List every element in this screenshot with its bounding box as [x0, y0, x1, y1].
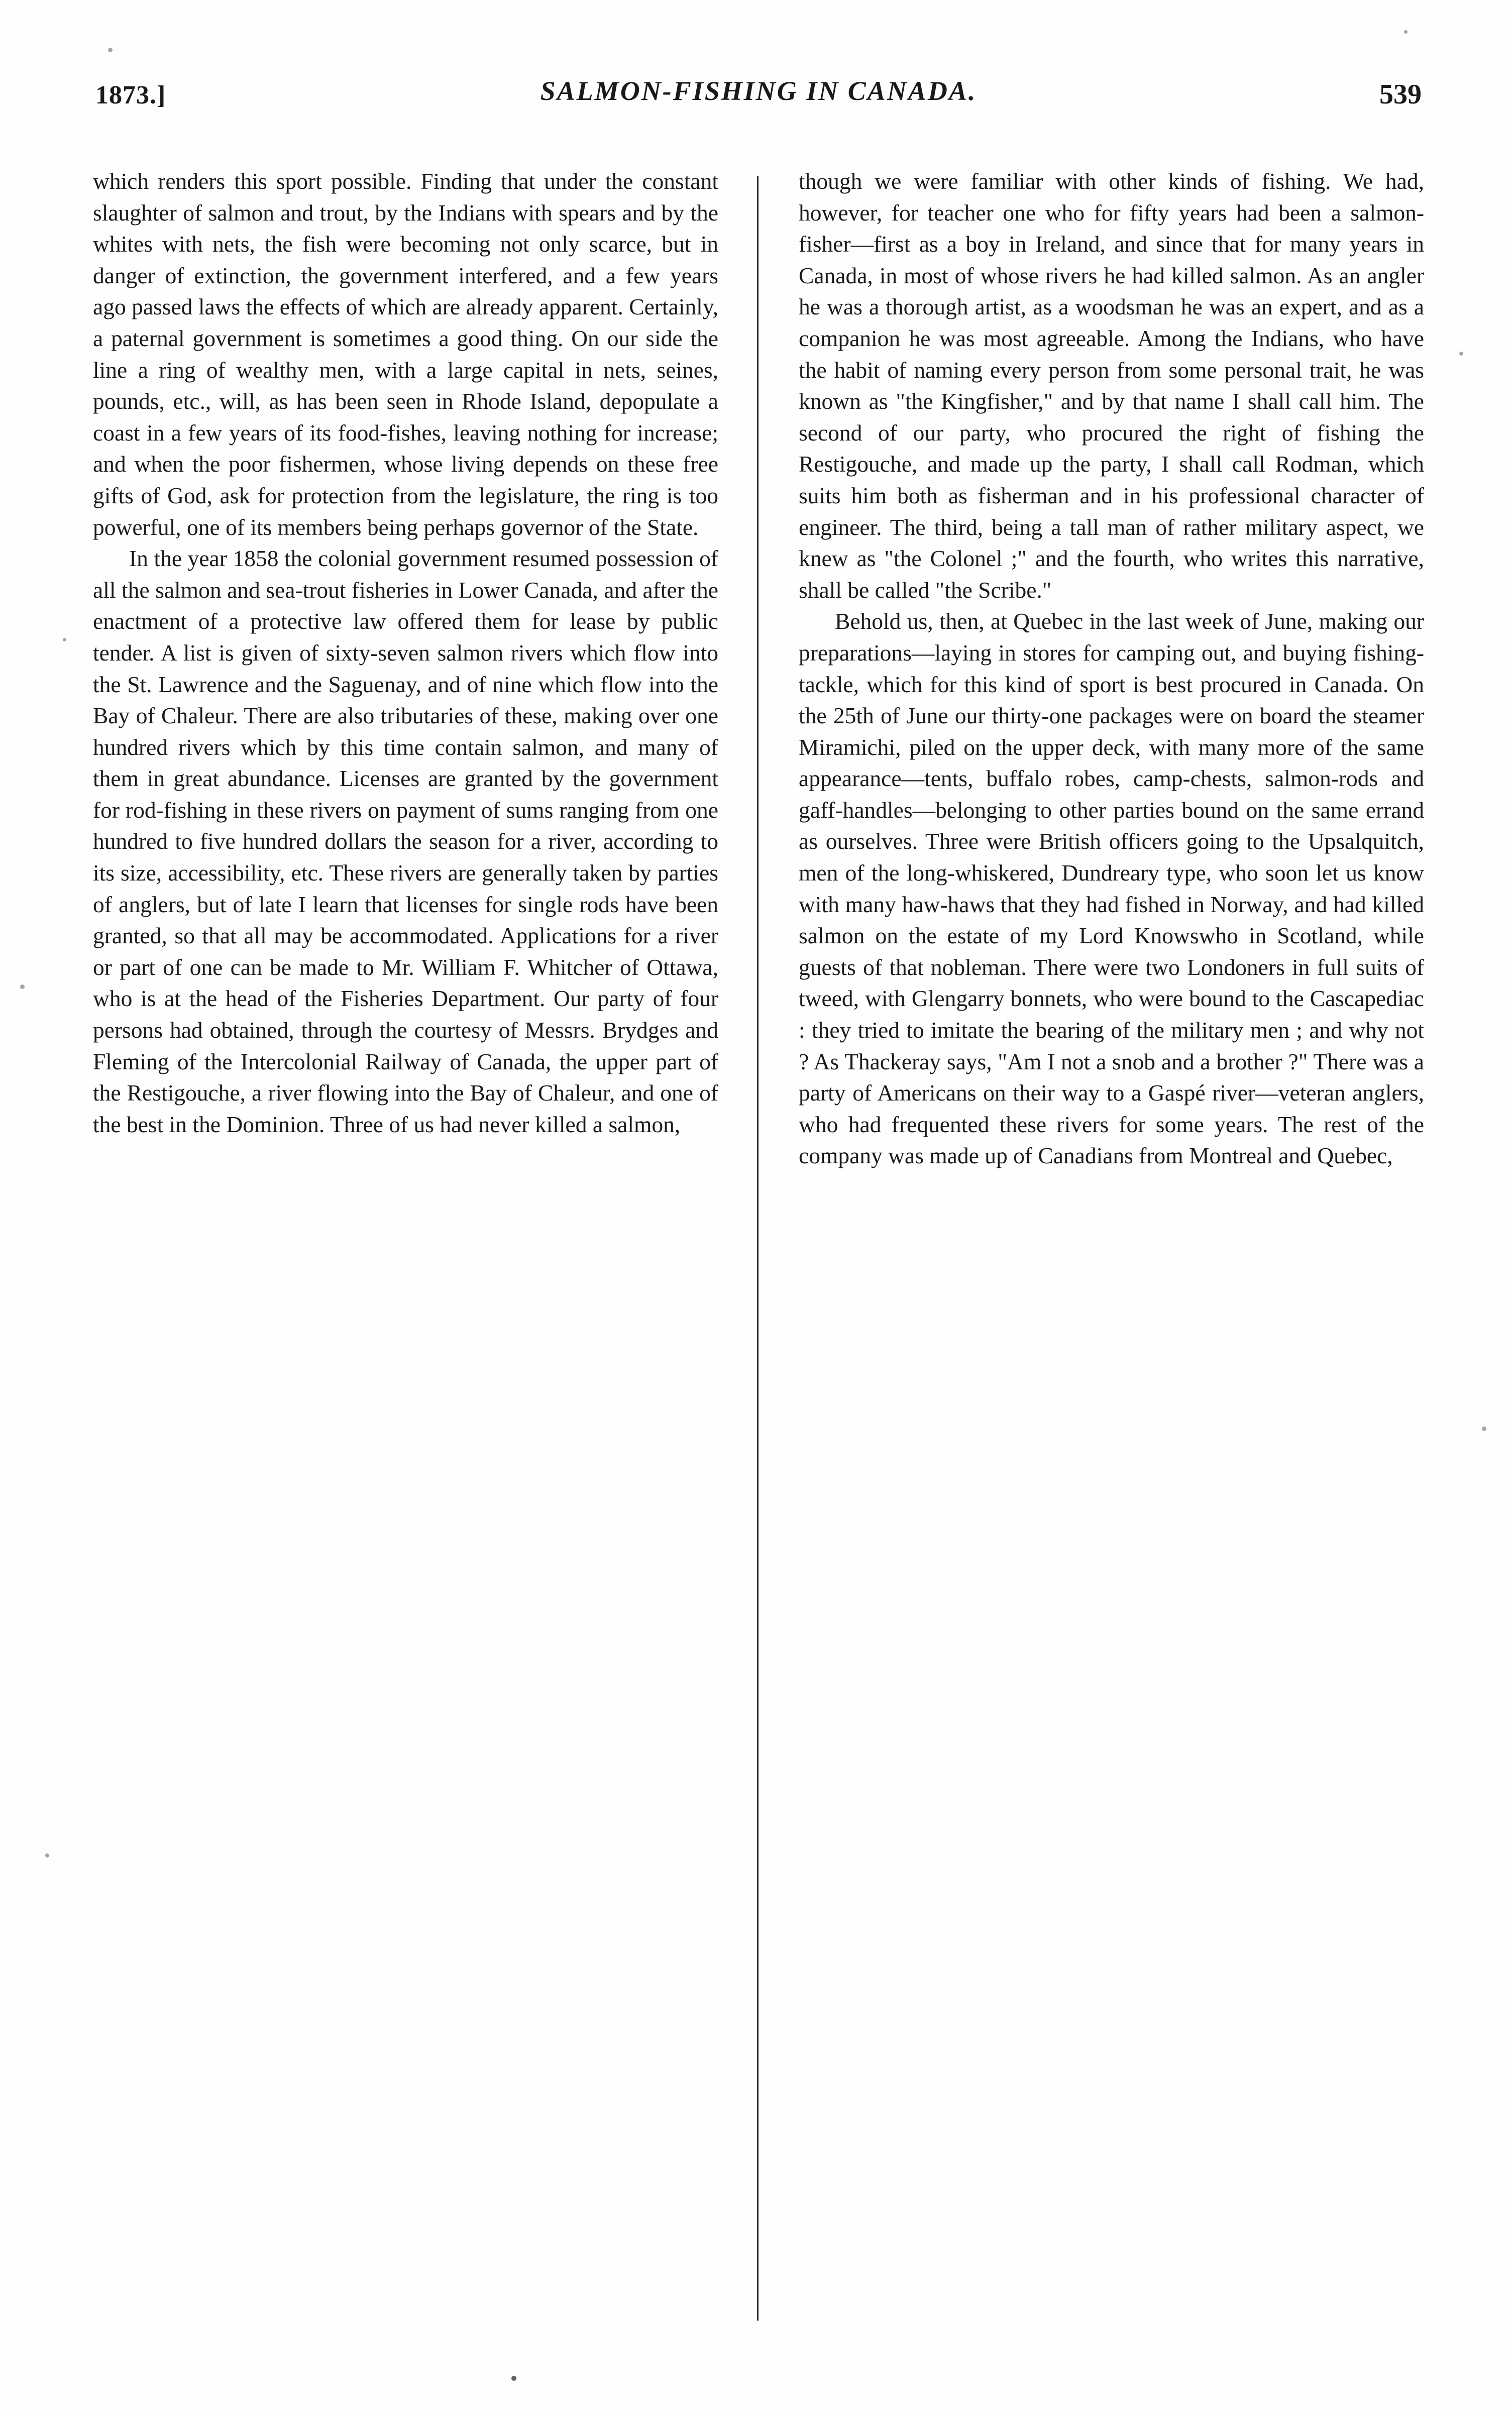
column-divider-rule	[757, 176, 759, 2321]
running-head	[95, 75, 1422, 116]
page-number: 539	[1379, 79, 1422, 110]
scan-speck	[45, 1853, 49, 1857]
scan-speck	[108, 48, 113, 52]
paragraph: Behold us, then, at Quebec in the last week of June, making our preparations—laying in stores for camping out, and buying fishing-tackle, which for this kind of sport is best procured in Canada. On the 25th of June our thirty-one packages were on board the steamer Miramichi, piled on the upper deck, with many more of the same appearance—tents, buffalo robes, camp-chests, salmon-rods and gaff-handles—belonging to other parties bound on the same errand as ourselves. Three were British officers going to the Upsalquitch, men of the long-whiskered, Dundreary type, who soon let us know with many haw-haws that they had fished in Norway, and had killed salmon on the estate of my Lord Knowswho in Scotland, while guests of that nobleman. There were two Londoners in full suits of tweed, with Glengarry bonnets, who were bound to the Cascapediac : they tried to imitate the bearing of the military men ; and why not ? As Thackeray says, "Am I not a snob and a brother ?" There was a party of Americans on their way to a Gaspé river—veteran anglers, who had frequented these rivers for some years. The rest of the company was made up of Canadians from Montreal and Quebec,	[799, 608, 1424, 1169]
paragraph: though we were familiar with other kinds of fishing. We had, however, for teacher one who for fifty years had been a salmon-fisher—first as a boy in Ireland, and since that for many years in Canada, in most of whose rivers he had killed salmon. As an angler he was a thorough artist, as a woodsman he was an expert, and as a companion he was most agreeable. Among the Indians, who have the habit of naming every person from some personal trait, he was known as "the Kingfisher," and by that name I shall call him. The second of our party, who procured the right of fishing the Restigouche, and made up the party, I shall call Rodman, which suits him both as fisherman and in his professional character of engineer. The third, being a tall man of rather military aspect, we knew as "the Colonel ;" and the fourth, who writes this narrative, shall be called "the Scribe."	[799, 168, 1424, 603]
paragraph: In the year 1858 the colonial government resumed possession of all the salmon and sea-trout fisheries in Lower Canada, and after the enactment of a protective law offered them for lease by public tender. A list is given of sixty-seven salmon rivers which flow into the St. Lawrence and the Saguenay, and of nine which flow into the Bay of Chaleur. There are also tributaries of these, making over one hundred rivers which by this time contain salmon, and many of them in great abundance. Licenses are granted by the government for rod-fishing in these rivers on payment of sums ranging from one hundred to five hundred dollars the season for a river, according to its size, accessibility, etc. These rivers are generally taken by parties of anglers, but of late I learn that licenses for single rods have been granted, so that all may be accommodated. Applications for a river or part of one can be made to Mr. William F. Whitcher of Ottawa, who is at the head of the Fisheries Department. Our party of four persons had obtained, through the courtesy of Messrs. Brydges and Fleming of the Intercolonial Railway of Canada, the upper part of the Restigouche, a river flowing into the Bay of Chaleur, and one of the best in the Dominion. Three of us had never killed a salmon,	[93, 545, 718, 1137]
column-right	[799, 166, 1424, 2341]
text-columns	[93, 166, 1424, 2341]
paragraph: which renders this sport possible. Finding that under the constant slaughter of salmon and trout, by the Indians with spears and by the whites with nets, the fish were becoming not only scarce, but in danger of extinction, the government interfered, and a few years ago passed laws the effects of which are already apparent. Certainly, a paternal government is sometimes a good thing. On our side the line a ring of wealthy men, with a large capital in nets, seines, pounds, etc., will, as has been seen in Rhode Island, depopulate a coast in a few years of its food-fishes, leaving nothing for increase; and when the poor fishermen, whose living depends on these free gifts of God, ask for protection from the legislature, the ring is too powerful, one of its members being perhaps governor of the State.	[93, 168, 718, 540]
scan-speck	[20, 984, 25, 989]
scan-speck	[1404, 30, 1408, 34]
scan-speck	[63, 638, 66, 641]
scan-speck	[1459, 352, 1463, 356]
page-artifact-dot	[511, 2376, 516, 2381]
column-left	[93, 166, 718, 2341]
running-head-year: 1873.]	[95, 81, 166, 109]
running-head-title: SALMON-FISHING IN CANADA.	[540, 76, 977, 106]
scan-speck	[1482, 1427, 1486, 1431]
